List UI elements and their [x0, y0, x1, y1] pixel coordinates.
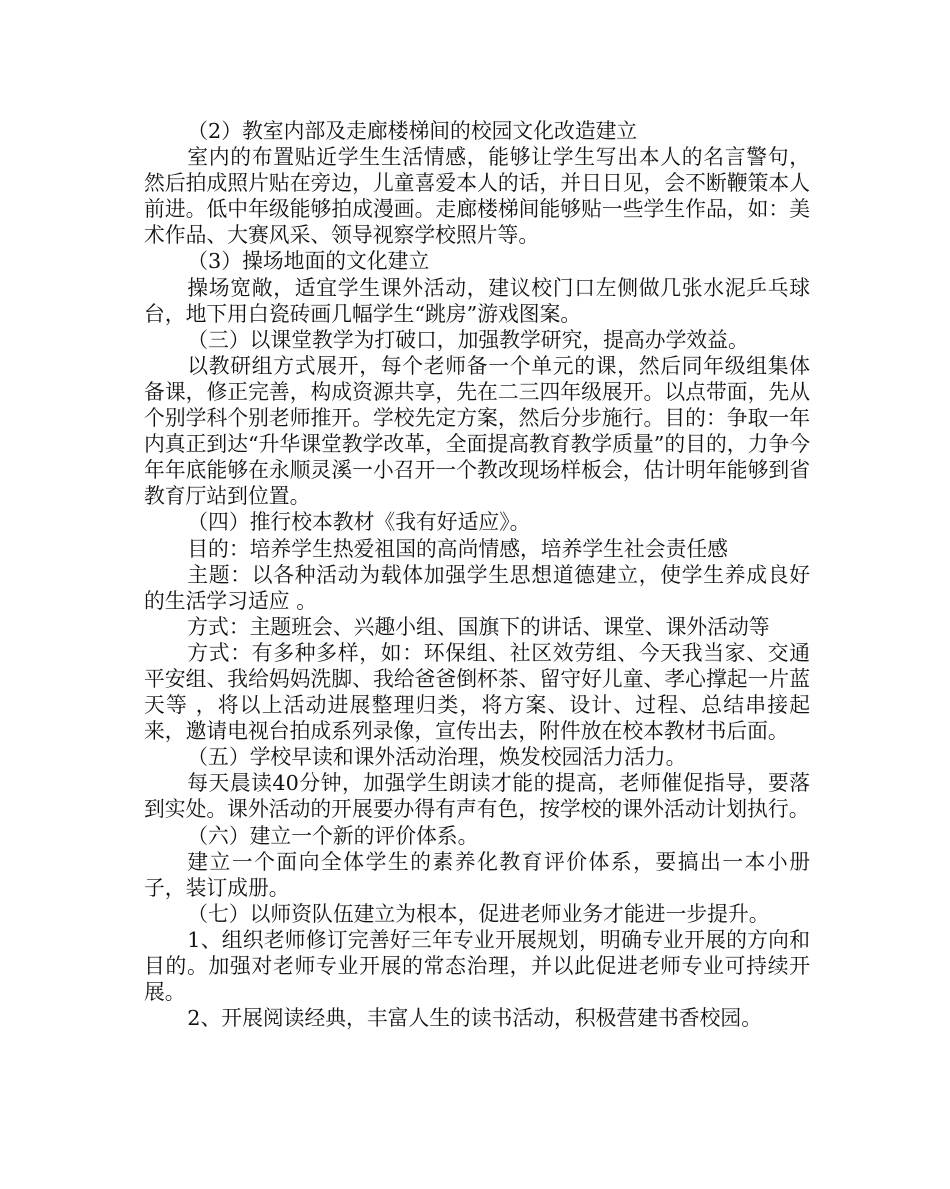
paragraph: （三）以课堂教学为打破口，加强教学研究，提高办学效益。: [187, 327, 749, 352]
paragraph: （六）建立一个新的评价体系。: [187, 823, 479, 848]
paragraph: （七）以师资队伍建立为根本，促进老师业务才能进一步提升。: [187, 901, 770, 926]
paragraph: 建立一个面向全体学生的素养化教育评价体系，要搞出一本小册子，装订成册。: [144, 849, 810, 900]
paragraph: 2、开展阅读经典，丰富人生的读书活动，积极营建书香校园。: [187, 1006, 762, 1031]
paragraph: 以教研组方式展开，每个老师备一个单元的课，然后同年级组集体备课，修正完善，构成资源共享，先在二三四年级展开。以点带面，先从个别学科个别老师推开。学校先定方案，然后分步施行。目的：争取一年内真正到达“升华课堂教学改革，全面提高教育教学质量”的目的，力争今年年底能够在永顺灵溪一小召开一个教改现场样板会，估计明年能够到省教育厅站到位置。: [144, 353, 810, 509]
paragraph: 主题：以各种活动为载体加强学生思想道德建立，使学生养成良好的生活学习适应 。: [144, 562, 810, 613]
paragraph: 目的：培养学生热爱祖国的高尚情感，培养学生社会责任感: [187, 536, 728, 561]
paragraph: （四）推行校本教材《我有好适应》。: [187, 510, 531, 535]
paragraph: 1、组织老师修订完善好三年专业开展规划，明确专业开展的方向和目的。加强对老师专业开展的常态治理，并以此促进老师专业可持续开展。: [144, 927, 810, 1005]
paragraph: 方式：主题班会、兴趣小组、国旗下的讲话、课堂、课外活动等: [187, 614, 770, 639]
paragraph: 操场宽敞，适宜学生课外活动，建议校门口左侧做几张水泥乒乓球台，地下用白瓷砖画几幅学生“跳房”游戏图案。: [144, 275, 810, 326]
document-page: [144, 118, 810, 1031]
paragraph: 每天晨读40分钟，加强学生朗读才能的提高，老师催促指导，要落到实处。课外活动的开展要办得有声有色，按学校的课外活动计划执行。: [144, 771, 810, 822]
paragraph: （3）操场地面的文化建立: [187, 249, 430, 274]
paragraph: （2）教室内部及走廊楼梯间的校园文化改造建立: [187, 119, 638, 143]
paragraph: 室内的布置贴近学生生活情感，能够让学生写出本人的名言警句，然后拍成照片贴在旁边，儿童喜爱本人的话，并日日见，会不断鞭策本人前进。低中年级能够拍成漫画。走廊楼梯间能够贴一些学生作品，如：美术作品、大赛风采、领导视察学校照片等。: [144, 145, 810, 248]
paragraph: 方式：有多种多样，如：环保组、社区效劳组、今天我当家、交通平安组、我给妈妈洗脚、我给爸爸倒杯茶、留守好儿童、孝心撑起一片蓝天等 ，将以上活动进展整理归类，将方案、设计、过程、总结串接起来，邀请电视台拍成系列录像，宣传出去，附件放在校本教材书后面。: [144, 640, 810, 744]
paragraph: （五）学校早读和课外活动治理，焕发校园活力活力。: [187, 745, 687, 770]
